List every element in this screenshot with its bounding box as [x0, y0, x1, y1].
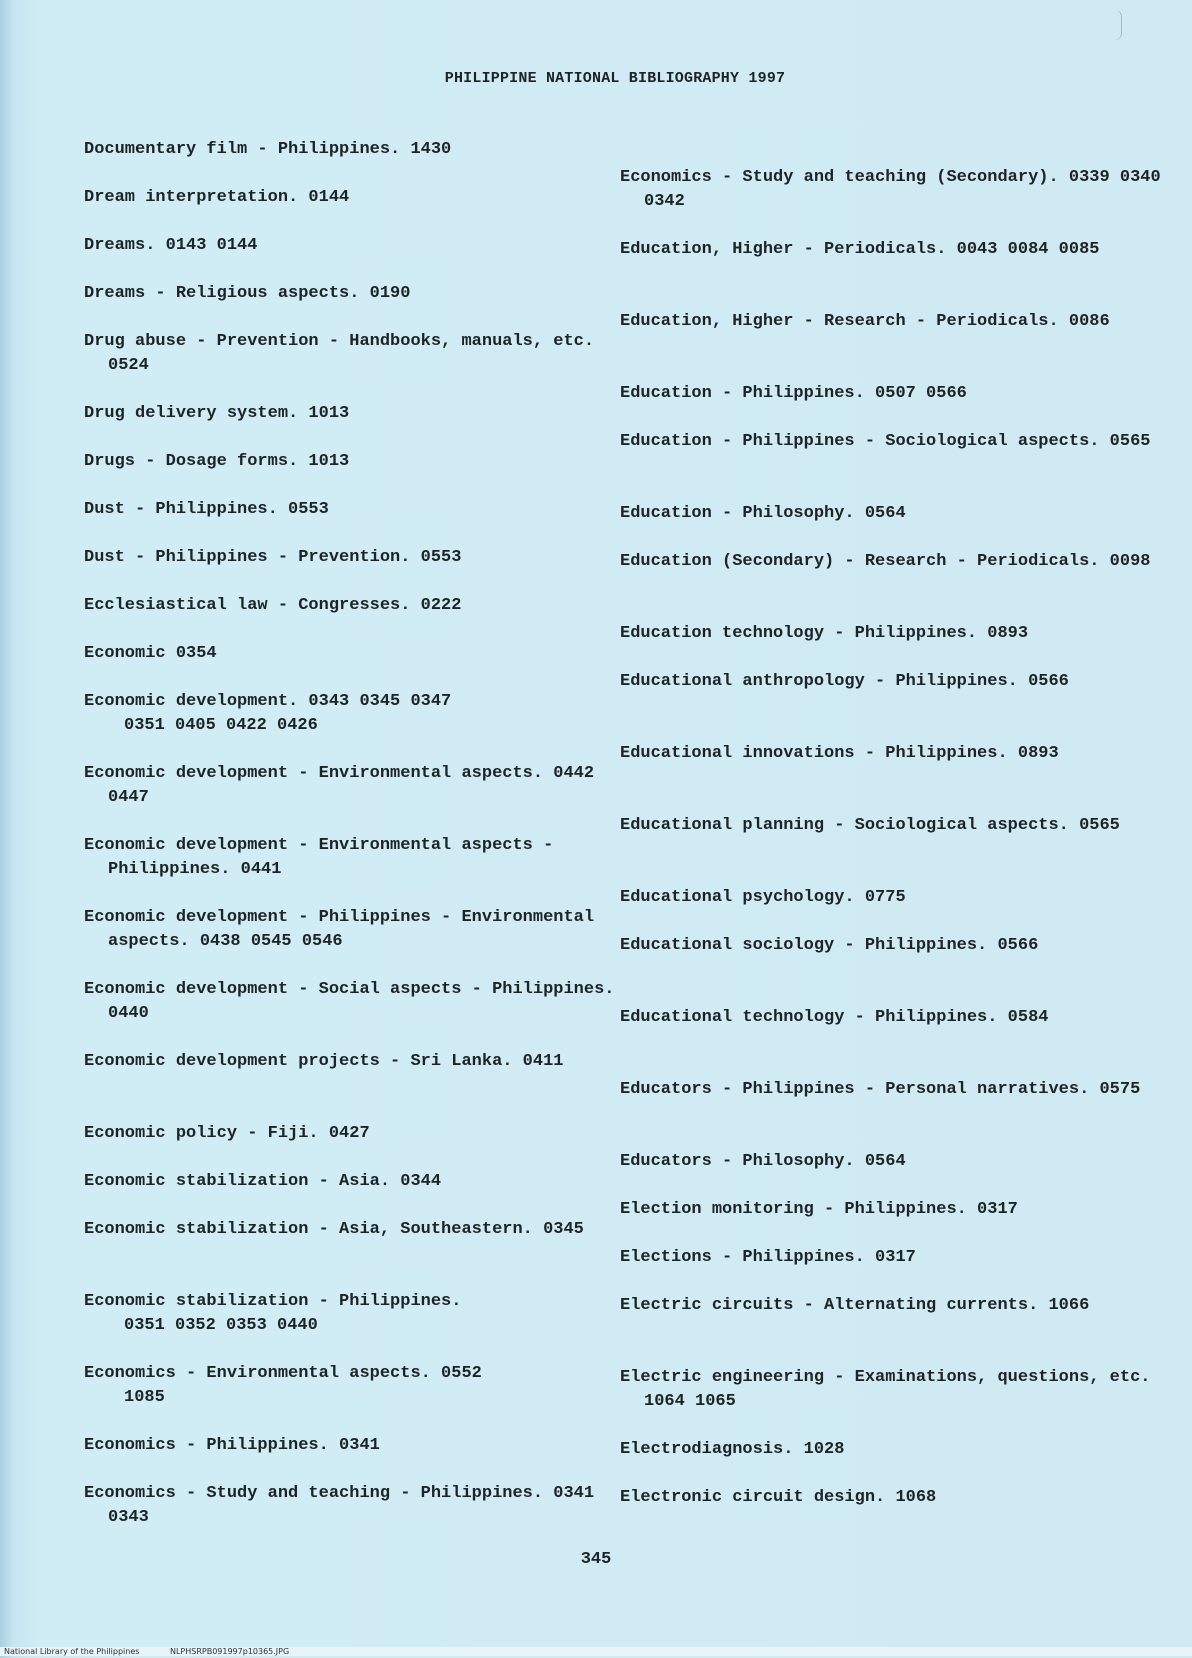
index-entry: [620, 670, 1164, 694]
entry-text: Dreams - Religious aspects. 0190: [84, 284, 411, 303]
entry-text: Electric circuits - Alternating currents. 1066: [620, 1296, 1090, 1315]
index-entry: [620, 238, 1164, 262]
entry-text: Educators - Philippines - Personal narratives. 0575: [620, 1080, 1141, 1099]
entry-text: Economic development projects - Sri Lanka. 0411: [84, 1052, 564, 1071]
entry-text: Education, Higher - Periodicals. 0043 0084 0085: [620, 240, 1100, 259]
entry-text: Economic stabilization - Asia, Southeastern. 0345: [84, 1220, 584, 1239]
index-entry: [84, 1170, 628, 1194]
entry-text: Economics - Environmental aspects. 0552: [84, 1364, 482, 1383]
entry-text: Educational technology - Philippines. 0584: [620, 1008, 1049, 1027]
entry-text: Educators - Philosophy. 0564: [620, 1152, 906, 1171]
index-entry: [84, 1122, 628, 1146]
index-entry: [620, 502, 1164, 526]
index-entry: [620, 166, 1164, 214]
entry-text: Education (Secondary) - Research - Periodicals. 0098: [620, 552, 1151, 571]
entry-continuation: 0351 0352 0353 0440: [124, 1316, 318, 1335]
entry-text: Economic development - Philippines - Environmental aspects. 0438 0545 0546: [84, 908, 595, 951]
entry-text: Education, Higher - Research - Periodicals. 0086: [620, 312, 1110, 331]
page-title: PHILIPPINE NATIONAL BIBLIOGRAPHY 1997: [444, 70, 786, 87]
entry-text: Dreams. 0143 0144: [84, 236, 258, 255]
page-edge-mark: [1115, 10, 1122, 40]
entry-text: Educational innovations - Philippines. 0893: [620, 744, 1059, 763]
index-entry: [84, 642, 628, 666]
index-entry: [84, 1050, 628, 1074]
entry-text: Economic development - Environmental aspects. 0442 0447: [84, 764, 595, 807]
index-entry: [620, 934, 1164, 958]
entry-text: Electric engineering - Examinations, questions, etc. 1064 1065: [620, 1368, 1151, 1411]
index-entry: [620, 1294, 1164, 1318]
entry-text: Electrodiagnosis. 1028: [620, 1440, 845, 1459]
entry-text: Education technology - Philippines. 0893: [620, 624, 1029, 643]
index-entry: [620, 1078, 1164, 1102]
index-entry: [84, 186, 628, 210]
entry-text: Drug abuse - Prevention - Handbooks, manuals, etc. 0524: [84, 332, 595, 375]
index-entry: [84, 1434, 628, 1458]
entry-text: Economic stabilization - Philippines.: [84, 1292, 462, 1311]
entry-text: Economic stabilization - Asia. 0344: [84, 1172, 442, 1191]
index-entry: [620, 1246, 1164, 1270]
index-entry: [620, 886, 1164, 910]
index-entry: [84, 282, 628, 306]
index-entry: [620, 1006, 1164, 1030]
scan-footer: [0, 1647, 1192, 1656]
index-entry: [84, 402, 628, 426]
footer-filename: NLPHSRPB091997p10365.JPG: [169, 1647, 290, 1656]
index-entry: [620, 550, 1164, 574]
index-entry: [620, 1150, 1164, 1174]
index-entry: [620, 1486, 1164, 1510]
entry-text: Economic development - Environmental aspects - Philippines. 0441: [84, 836, 554, 879]
entry-text: Documentary film - Philippines. 1430: [84, 140, 452, 159]
index-entry: [620, 382, 1164, 406]
index-entry: [84, 546, 628, 570]
footer-source: National Library of the Philippines: [4, 1647, 140, 1656]
entry-text: Drugs - Dosage forms. 1013: [84, 452, 350, 471]
entry-text: Economic development - Social aspects - Philippines. 0440: [84, 980, 615, 1023]
entry-continuation: 0351 0405 0422 0426: [124, 716, 318, 735]
entry-text: Economic policy - Fiji. 0427: [84, 1124, 370, 1143]
index-entry: [84, 906, 628, 954]
entry-text: Education - Philosophy. 0564: [620, 504, 906, 523]
index-entry: [84, 234, 628, 258]
index-entry: [84, 330, 628, 378]
index-entry: [84, 594, 628, 618]
index-entry: [84, 1482, 628, 1530]
entry-text: Elections - Philippines. 0317: [620, 1248, 916, 1267]
index-entry: [84, 138, 628, 162]
index-entry: [84, 450, 628, 474]
entry-text: Education - Philippines. 0507 0566: [620, 384, 967, 403]
index-entry: [620, 814, 1164, 838]
index-entry: [620, 622, 1164, 646]
entry-text: Economic development. 0343 0345 0347: [84, 692, 452, 711]
index-entry: [84, 1362, 628, 1410]
entry-text: Economics - Study and teaching - Philippines. 0341 0343: [84, 1484, 595, 1527]
entry-text: Ecclesiastical law - Congresses. 0222: [84, 596, 462, 615]
entry-text: Education - Philippines - Sociological aspects. 0565: [620, 432, 1151, 451]
index-entry: [84, 690, 628, 738]
index-entry: [84, 1290, 628, 1338]
index-entry: [84, 834, 628, 882]
index-entry: [620, 310, 1164, 334]
index-entry: [620, 1438, 1164, 1462]
index-entry: [620, 1366, 1164, 1414]
entry-continuation: 1085: [124, 1388, 165, 1407]
entry-text: Educational psychology. 0775: [620, 888, 906, 907]
index-entry: [84, 498, 628, 522]
index-entry: [620, 430, 1164, 454]
index-entry: [620, 1198, 1164, 1222]
entry-text: Educational anthropology - Philippines. 0566: [620, 672, 1069, 691]
entry-text: Educational planning - Sociological aspects. 0565: [620, 816, 1120, 835]
entry-text: Dust - Philippines - Prevention. 0553: [84, 548, 462, 567]
entry-text: Dust - Philippines. 0553: [84, 500, 329, 519]
page-number: 345: [580, 1550, 612, 1569]
index-entry: [84, 762, 628, 810]
entry-text: Election monitoring - Philippines. 0317: [620, 1200, 1018, 1219]
entry-text: Electronic circuit design. 1068: [620, 1488, 937, 1507]
index-entry: [84, 1218, 628, 1242]
entry-text: Economics - Philippines. 0341: [84, 1436, 380, 1455]
entry-text: Economic 0354: [84, 644, 217, 663]
entry-text: Dream interpretation. 0144: [84, 188, 350, 207]
entry-text: Educational sociology - Philippines. 0566: [620, 936, 1039, 955]
entry-text: Economics - Study and teaching (Secondary). 0339 0340 0342: [620, 168, 1161, 211]
index-entry: [84, 978, 628, 1026]
entry-text: Drug delivery system. 1013: [84, 404, 350, 423]
index-entry: [620, 742, 1164, 766]
